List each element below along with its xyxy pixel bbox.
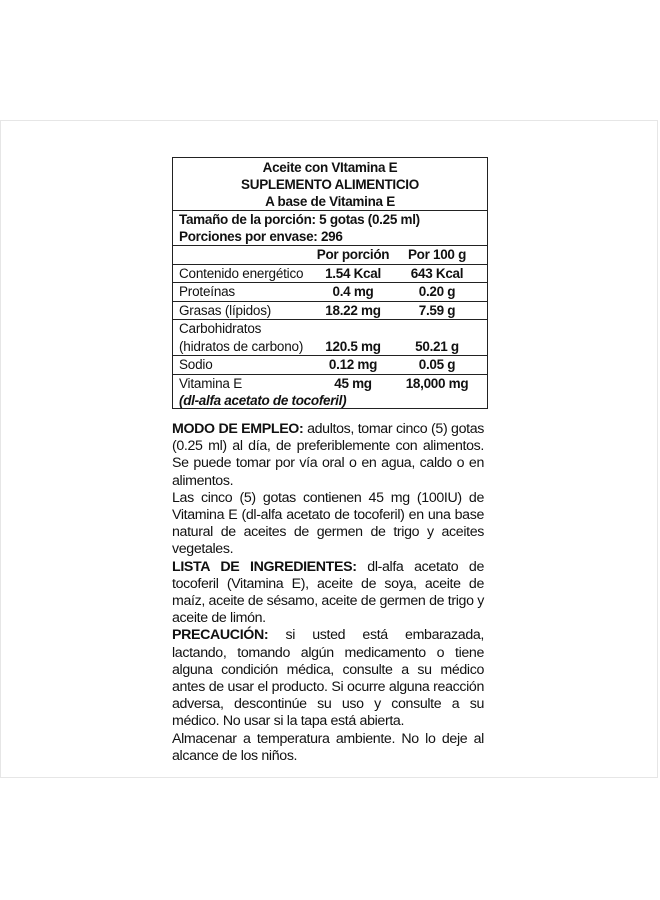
column-header-per-100g: Por 100 g: [407, 247, 467, 262]
vitamin-e-footnote: (dl-alfa acetato de tocoferil): [179, 393, 347, 408]
nutrient-per-serving: 120.5 mg: [325, 338, 381, 354]
nutrient-row: [173, 282, 487, 301]
nutrient-name: Contenido energético: [179, 265, 304, 281]
nutrient-row: [173, 319, 487, 355]
nutrient-row: [173, 264, 487, 283]
nutrient-per-100g: 643 Kcal: [410, 265, 464, 281]
drops-content-paragraph: Las cinco (5) gotas contienen 45 mg (100IU) de Vitamina E (dl-alfa acetato de tocoferil) en una base natural de aceites de germen de trigo y aceites vegetales.: [172, 489, 484, 558]
nutrient-per-serving: 1.54 Kcal: [325, 265, 381, 281]
storage-paragraph: Almacenar a temperatura ambiente. No lo deje al alcance de los niños.: [172, 730, 484, 764]
nutrient-name: Proteínas: [179, 284, 235, 299]
column-header-row: [173, 245, 487, 264]
nutrient-row: [173, 301, 487, 320]
nutrient-per-100g: 50.21 g: [415, 338, 459, 354]
product-base: A base de Vitamina E: [265, 194, 395, 209]
serving-size: Tamaño de la porción: 5 gotas (0.25 ml): [173, 210, 487, 228]
nutrient-per-serving: 18.22 mg: [325, 302, 381, 318]
nutrient-row: [173, 374, 487, 393]
modo-de-empleo-text: adultos, tomar cinco (5) gotas (0.25 ml) al día, de preferiblemente con alimentos. Se puede tomar por vía oral o en agua, caldo o en alimentos.: [172, 421, 484, 489]
modo-de-empleo-label: MODO DE EMPLEO:: [172, 421, 304, 437]
product-title: Aceite con VItamina E: [262, 160, 398, 175]
nutrient-per-serving: 45 mg: [334, 375, 372, 391]
modo-de-empleo-paragraph: [172, 421, 484, 490]
servings-per-container: Porciones por envase: 296: [179, 229, 343, 244]
nutrient-name: Grasas (lípidos): [179, 302, 272, 318]
nutrient-name-line1: Carbohidratos: [179, 321, 262, 336]
nutrient-name: (hidratos de carbono): [179, 338, 304, 354]
product-category: SUPLEMENTO ALIMENTICIO: [241, 177, 419, 192]
nutrient-per-100g: 18,000 mg: [405, 375, 469, 391]
precaution-paragraph: [172, 627, 484, 730]
nutrient-per-100g: 0.05 g: [418, 357, 456, 372]
ingredients-label: LISTA DE INGREDIENTES:: [172, 558, 357, 575]
nutrition-facts-panel: [172, 157, 488, 409]
nutrient-per-100g: 0.20 g: [418, 284, 456, 299]
nutrient-name: Sodio: [179, 357, 213, 372]
ingredients-text: dl-alfa acetato de tocoferil (Vitamina E), aceite de soya, aceite de maíz, aceite de sésamo, aceite de germen de trigo y aceite de limón.: [172, 558, 484, 627]
nutrient-row: [173, 355, 487, 374]
nutrient-per-100g: 7.59 g: [418, 302, 456, 318]
ingredients-paragraph: [172, 559, 484, 628]
nutrient-name: Vitamina E: [179, 375, 243, 391]
nutrient-per-serving: 0.4 mg: [332, 284, 374, 299]
precaution-label: PRECAUCIÓN:: [172, 627, 269, 644]
usage-instructions: [172, 421, 484, 765]
nutrient-per-serving: 0.12 mg: [328, 357, 378, 372]
precaution-text: si usted está embarazada, lactando, tomando algún medicamento o tiene alguna condición médica, consulte a su médico antes de usar el producto. Si ocurre alguna reacción adversa, descontinúe su uso y consulte a su médico. No usar si la tapa está abierta.: [172, 627, 484, 730]
column-header-per-serving: Por porción: [316, 247, 390, 262]
panel-header: [173, 159, 487, 210]
